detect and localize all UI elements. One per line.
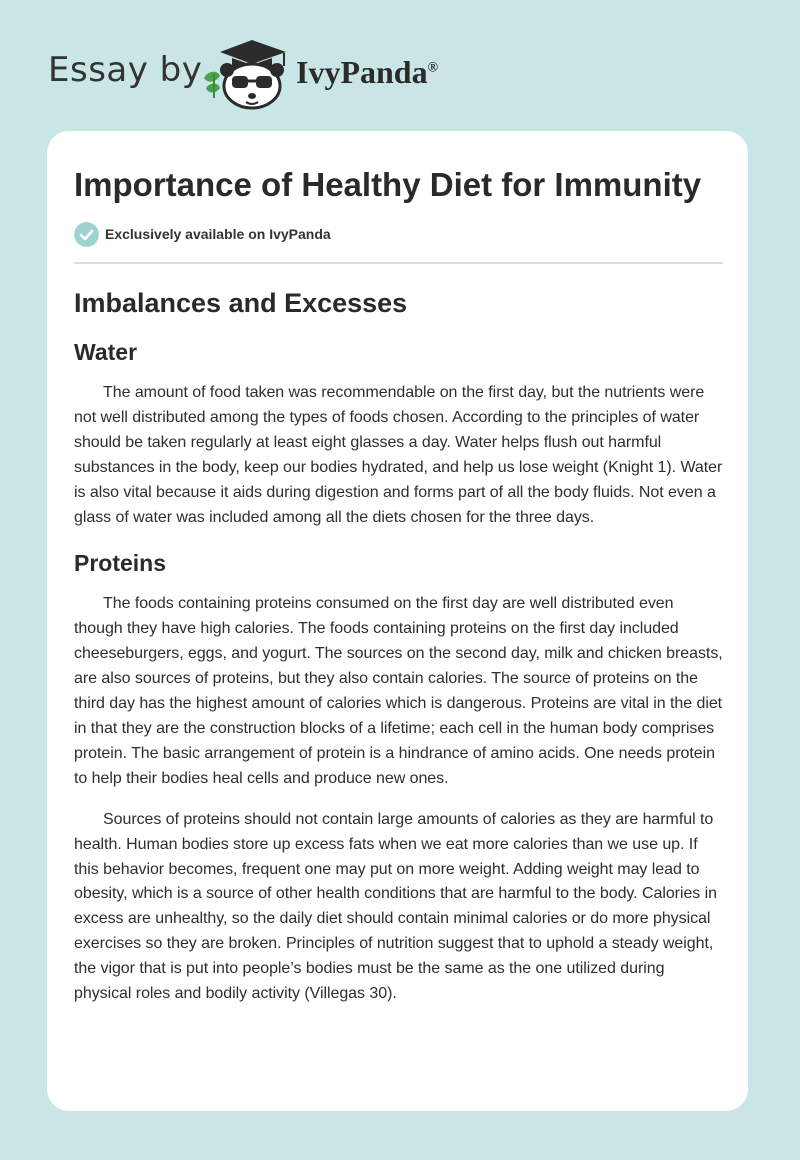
badge-label: Exclusively available on IvyPanda <box>105 226 331 242</box>
subsection-heading-water: Water <box>74 339 138 365</box>
paragraph-proteins-1: The foods containing proteins consumed on the first day are well distributed even though they have high calories. The foods containing proteins on the first day included cheeseburgers, eggs, and yogurt. The sources on the second day, milk and chicken breasts, are also sources of proteins, but they also contain calories. The source of proteins on the third day has the highest amount of calories which is dangerous. Proteins are vital in the diet in that they are the construction blocks of a lifetime; each cell in the human body comprises protein. The basic arrangement of protein is a hindrance of amino acids. One needs protein to help their bodies heal cells and produce new ones. <box>74 595 723 787</box>
brand-name[interactable]: IvyPanda® <box>296 54 439 90</box>
paragraph-proteins-2: Sources of proteins should not contain large amounts of calories as they are harmful to health. Human bodies store up excess fats when we eat more calories than we use up. If this behavior becomes, frequent one may put on more weight. Adding weight may lead to obesity, which is a source of other health conditions that are harmful to the body. Calories in excess are unhealthy, so the daily diet should contain minimal calories or do more physical exercises so they are broken. Principles of nutrition suggest that to uphold a steady weight, the vigor that is put into people’s bodies must be the same as the one utilized during physical roles and bodily activity (Villegas 30). <box>74 810 718 1003</box>
page-title: Importance of Healthy Diet for Immunity <box>74 166 702 203</box>
exclusive-badge <box>74 221 331 247</box>
paragraph-water-1: The amount of food taken was recommendable on the first day, but the nutrients were not well distributed among the types of foods chosen. According to the principles of water should be taken regularly at least eight glasses a day. Water helps flush out harmful substances in the body, keep our bodies hydrated, and help us lose weight (Knight 1). Water is also vital because it aids during digestion and forms part of all the body fluids. Not even a glass of water was included among all the diets chosen for the three days. <box>74 384 723 526</box>
check-icon <box>74 222 99 247</box>
essay-card <box>47 131 748 1111</box>
essay-content <box>74 281 726 1007</box>
site-header <box>0 0 800 130</box>
divider <box>74 262 723 264</box>
panda-logo-icon[interactable] <box>200 36 292 110</box>
section-title: Imbalances and Excesses <box>74 288 408 318</box>
essay-by-label: Essay by <box>48 50 203 90</box>
subsection-heading-proteins: Proteins <box>74 550 167 577</box>
